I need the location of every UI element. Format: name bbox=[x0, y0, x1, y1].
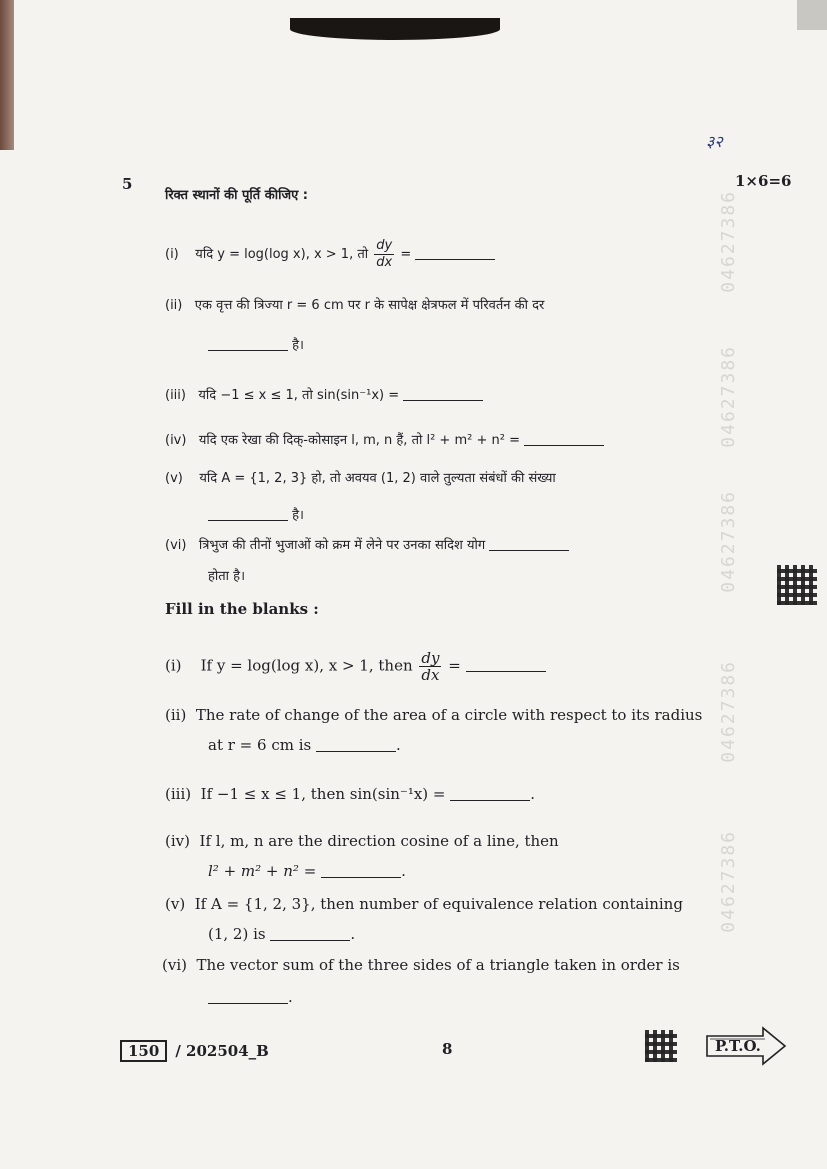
text: l² + m² + n² = bbox=[208, 862, 317, 880]
answer-blank bbox=[321, 867, 401, 878]
english-question-4-cont: l² + m² + n² = . bbox=[208, 862, 406, 880]
text: एक वृत्त की त्रिज्या r = 6 cm पर r के सापेक्ष क्षेत्रफल में परिवर्तन की दर bbox=[194, 298, 545, 313]
text: है। bbox=[292, 338, 304, 353]
question-number: 5 bbox=[122, 175, 133, 193]
text: If −1 ≤ x ≤ 1, then sin(sin⁻¹x) = bbox=[200, 785, 446, 803]
hindi-question-1: (i) यदि y = log(log x), x > 1, तो $\frac{dy}{dx}$ = bbox=[165, 238, 495, 271]
text: यदि y = log(log x), x > 1, तो bbox=[195, 247, 369, 262]
derivative-fraction bbox=[419, 650, 441, 683]
label: (ii) bbox=[165, 706, 187, 724]
binding-shadow bbox=[290, 18, 500, 40]
pto-arrow bbox=[705, 1026, 787, 1066]
hindi-question-4 bbox=[165, 430, 604, 448]
label: (ii) bbox=[165, 298, 183, 313]
hindi-question-6-cont: होता है। bbox=[208, 569, 246, 584]
hindi-question-2 bbox=[165, 295, 544, 313]
english-instruction: Fill in the blanks : bbox=[165, 600, 319, 618]
qr-code bbox=[777, 565, 817, 605]
label: (vi) bbox=[162, 956, 187, 974]
english-question-6-cont: . bbox=[208, 988, 293, 1006]
label: (i) bbox=[165, 656, 182, 675]
hindi-question-2-cont bbox=[208, 335, 304, 353]
page-edge-shadow bbox=[0, 0, 14, 150]
answer-blank bbox=[489, 540, 569, 551]
paper-code bbox=[120, 1040, 269, 1062]
english-question-4 bbox=[165, 832, 559, 850]
text: The vector sum of the three sides of a triangle taken in order is bbox=[196, 956, 680, 974]
english-question-6 bbox=[162, 956, 680, 974]
text: यदि A = {1, 2, 3} हो, तो अवयव (1, 2) वाले तुल्यता संबंधों की संख्या bbox=[199, 471, 556, 486]
watermark: 04627386 bbox=[718, 830, 739, 933]
english-question-2 bbox=[165, 706, 702, 724]
english-question-3: (iii) If −1 ≤ x ≤ 1, then sin(sin⁻¹x) = . bbox=[165, 785, 536, 803]
pto-label: P.T.O. bbox=[715, 1037, 761, 1055]
watermark: 04627386 bbox=[718, 345, 739, 448]
text: (1, 2) is bbox=[208, 925, 266, 943]
text: The rate of change of the area of a circle with respect to its radius bbox=[195, 706, 703, 724]
handwritten-mark: ३२ bbox=[706, 132, 723, 151]
label: (vi) bbox=[165, 538, 187, 553]
text: यदि एक रेखा की दिक्-कोसाइन l, m, n हैं, तो l² + m² + n² = bbox=[198, 433, 520, 448]
text: If l, m, n are the direction cosine of a line, then bbox=[199, 832, 559, 850]
code-box: 150 bbox=[120, 1040, 167, 1062]
answer-blank bbox=[415, 249, 495, 260]
denominator: dx bbox=[421, 666, 440, 684]
label: (i) bbox=[165, 247, 179, 262]
label: (iv) bbox=[165, 433, 187, 448]
answer-blank bbox=[208, 510, 288, 521]
answer-blank bbox=[208, 340, 288, 351]
denominator: dx bbox=[376, 255, 393, 270]
hindi-question-6 bbox=[165, 535, 569, 553]
answer-blank bbox=[403, 390, 483, 401]
label: (iv) bbox=[165, 832, 190, 850]
page-corner bbox=[797, 0, 827, 30]
english-question-5 bbox=[165, 895, 683, 913]
answer-blank bbox=[524, 435, 604, 446]
answer-blank bbox=[208, 993, 288, 1004]
watermark: 04627386 bbox=[718, 660, 739, 763]
derivative-fraction bbox=[374, 238, 394, 271]
text: है। bbox=[292, 508, 304, 523]
answer-blank bbox=[270, 930, 350, 941]
text: at r = 6 cm is bbox=[208, 736, 312, 754]
text: यदि −1 ≤ x ≤ 1, तो sin(sin⁻¹x) = bbox=[198, 388, 400, 403]
text: If y = log(log x), x > 1, then bbox=[200, 656, 413, 675]
watermark: 04627386 bbox=[718, 190, 739, 293]
text: If A = {1, 2, 3}, then number of equivalence relation containing bbox=[194, 895, 683, 913]
label: (iii) bbox=[165, 785, 192, 803]
hindi-question-3 bbox=[165, 385, 483, 403]
answer-blank bbox=[466, 661, 546, 672]
watermark: 04627386 bbox=[718, 490, 739, 593]
numerator: dy bbox=[376, 238, 393, 253]
answer-blank bbox=[450, 790, 530, 801]
label: (v) bbox=[165, 895, 186, 913]
english-question-2-cont: at r = 6 cm is . bbox=[208, 736, 401, 754]
hindi-question-5 bbox=[165, 468, 556, 486]
numerator: dy bbox=[421, 649, 440, 667]
hindi-question-5-cont bbox=[208, 505, 304, 523]
code-rest: / 202504_B bbox=[175, 1042, 269, 1060]
answer-blank bbox=[316, 741, 396, 752]
label: (v) bbox=[165, 471, 183, 486]
label: (iii) bbox=[165, 388, 186, 403]
marks-allocation: 1×6=6 bbox=[735, 172, 792, 190]
text: त्रिभुज की तीनों भुजाओं को क्रम में लेने पर उनका सदिश योग bbox=[198, 538, 486, 553]
page-number: 8 bbox=[442, 1040, 453, 1058]
english-question-5-cont: (1, 2) is . bbox=[208, 925, 356, 943]
hindi-instruction: रिक्त स्थानों की पूर्ति कीजिए : bbox=[165, 188, 309, 203]
qr-code bbox=[645, 1030, 677, 1062]
english-question-1: (i) If y = log(log x), x > 1, then $\frac{dy}{dx}$ = bbox=[165, 650, 546, 683]
